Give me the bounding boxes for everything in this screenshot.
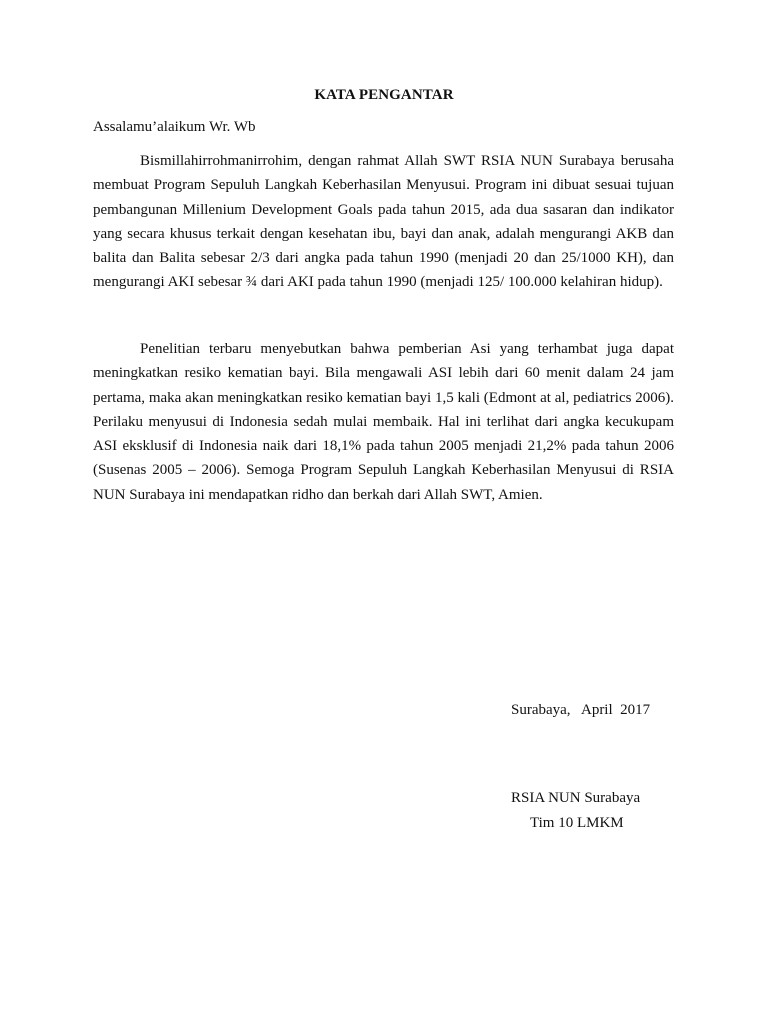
signatory-team: Tim 10 LMKM (530, 815, 624, 831)
paragraph-research: Penelitian terbaru menyebutkan bahwa pemberian Asi yang terhambat juga dapat meningkatkan resiko kematian bayi. Bila mengawali ASI lebih dari 60 menit dalam 24 jam pertama, maka akan meningkatkan resiko kematian bayi 1,5 kali (Edmont at al, pediatrics 2006). Perilaku menyusui di Indonesia sedah mulai membaik. Hal ini terlihat dari angka kecukupam ASI eksklusif di Indonesia naik dari 18,1% pada tahun 2005 menjadi 21,2% pada tahun 2006 (Susenas 2005 – 2006). Semoga Program Sepuluh Langkah Keberhasilan Menyusui di RSIA NUN Surabaya ini mendapatkan ridho dan berkah dari Allah SWT, Amien. (93, 341, 674, 503)
page-title: KATA PENGANTAR (314, 87, 454, 103)
salutation: Assalamu’alaikum Wr. Wb (93, 119, 256, 135)
signatory-organization: RSIA NUN Surabaya (511, 790, 641, 806)
paragraph-intro: Bismillahirrohmanirrohim, dengan rahmat Allah SWT RSIA NUN Surabaya berusaha membuat Program Sepuluh Langkah Keberhasilan Menyusui. Program ini dibuat sesuai tujuan pembangunan Millenium Development Goals pada tahun 2015, ada dua sasaran dan indikator yang secara khusus terkait dengan kesehatan ibu, bayi dan anak, adalah mengurangi AKB dan balita dan Balita sebesar 2/3 dari angka pada tahun 1990 (menjadi 20 dan 25/1000 KH), dan mengurangi AKI sebesar ¾ dari AKI pada tahun 1990 (menjadi 125/ 100.000 kelahiran hidup). (93, 153, 674, 291)
place-date: Surabaya, April 2017 (511, 702, 651, 718)
